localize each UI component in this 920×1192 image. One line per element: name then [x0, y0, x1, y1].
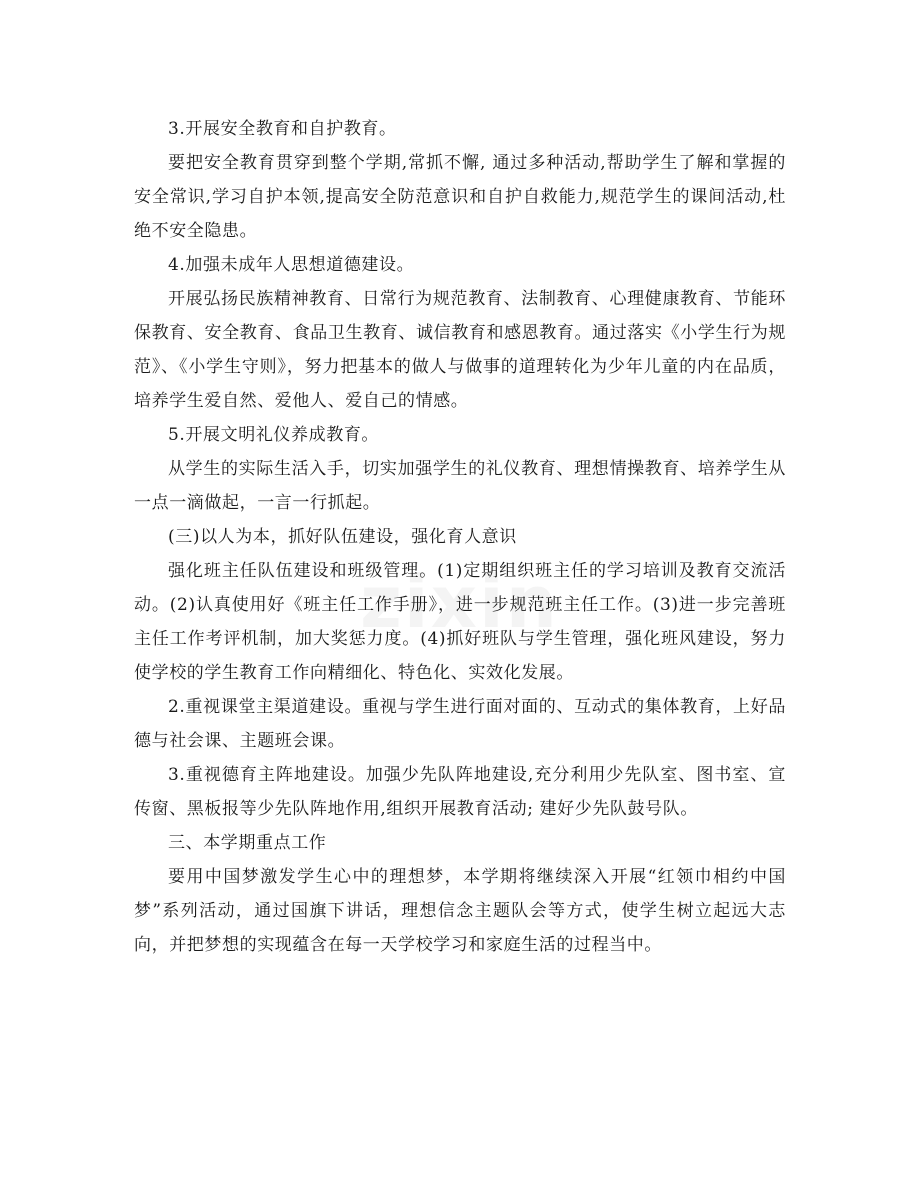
heading-moral-construction: 4.加强未成年人思想道德建设。: [168, 255, 415, 275]
paragraph-etiquette-education: 从学生的实际生活入手，切实加强学生的礼仪教育、理想情操教育、培养学生从一点一滴做起，一言一行抓起。: [134, 459, 786, 513]
paragraph-safety-education: 要把安全教育贯穿到整个学期,常抓不懈, 通过多种活动,帮助学生了解和掌握的安全常识,学习自护本领,提高安全防范意识和自护自救能力,规范学生的课间活动,杜绝不安全隐患。: [134, 153, 786, 241]
heading-safety-education: 3.开展安全教育和自护教育。: [168, 119, 397, 139]
paragraph-moral-construction: 开展弘扬民族精神教育、日常行为规范教育、法制教育、心理健康教育、节能环保教育、安全教育、食品卫生教育、诚信教育和感恩教育。通过落实《小学生行为规范》、《小学生守则》，努力把基本的做人与做事的道理转化为少年儿童的内在品质，培养学生爱自然、爱他人、爱自己的情感。: [134, 289, 786, 411]
paragraph-moral-base: 3.重视德育主阵地建设。加强少先队阵地建设,充分利用少先队室、图书室、宣传窗、黑板报等少先队阵地作用,组织开展教育活动; 建好少先队鼓号队。: [134, 765, 786, 819]
heading-key-work: 三、本学期重点工作: [168, 833, 327, 853]
heading-team-building: (三)以人为本，抓好队伍建设，强化育人意识: [168, 527, 517, 547]
document-body: [134, 112, 786, 962]
paragraph-classroom-channel: 2.重视课堂主渠道建设。重视与学生进行面对面的、互动式的集体教育，上好品德与社会课、主题班会课。: [134, 697, 786, 751]
paragraph-key-work: 要用中国梦激发学生心中的理想梦，本学期将继续深入开展“红领巾相约中国梦”系列活动，通过国旗下讲话，理想信念主题队会等方式，使学生树立起远大志向，并把梦想的实现蕴含在每一天学校学习和家庭生活的过程当中。: [134, 867, 786, 955]
paragraph-team-building: 强化班主任队伍建设和班级管理。(1)定期组织班主任的学习培训及教育交流活动。(2)认真使用好《班主任工作手册》，进一步规范班主任工作。(3)进一步完善班主任工作考评机制，加大奖惩力度。(4)抓好班队与学生管理，强化班风建设，努力使学校的学生教育工作向精细化、特色化、实效化发展。: [134, 561, 786, 683]
heading-etiquette-education: 5.开展文明礼仪养成教育。: [168, 425, 380, 445]
